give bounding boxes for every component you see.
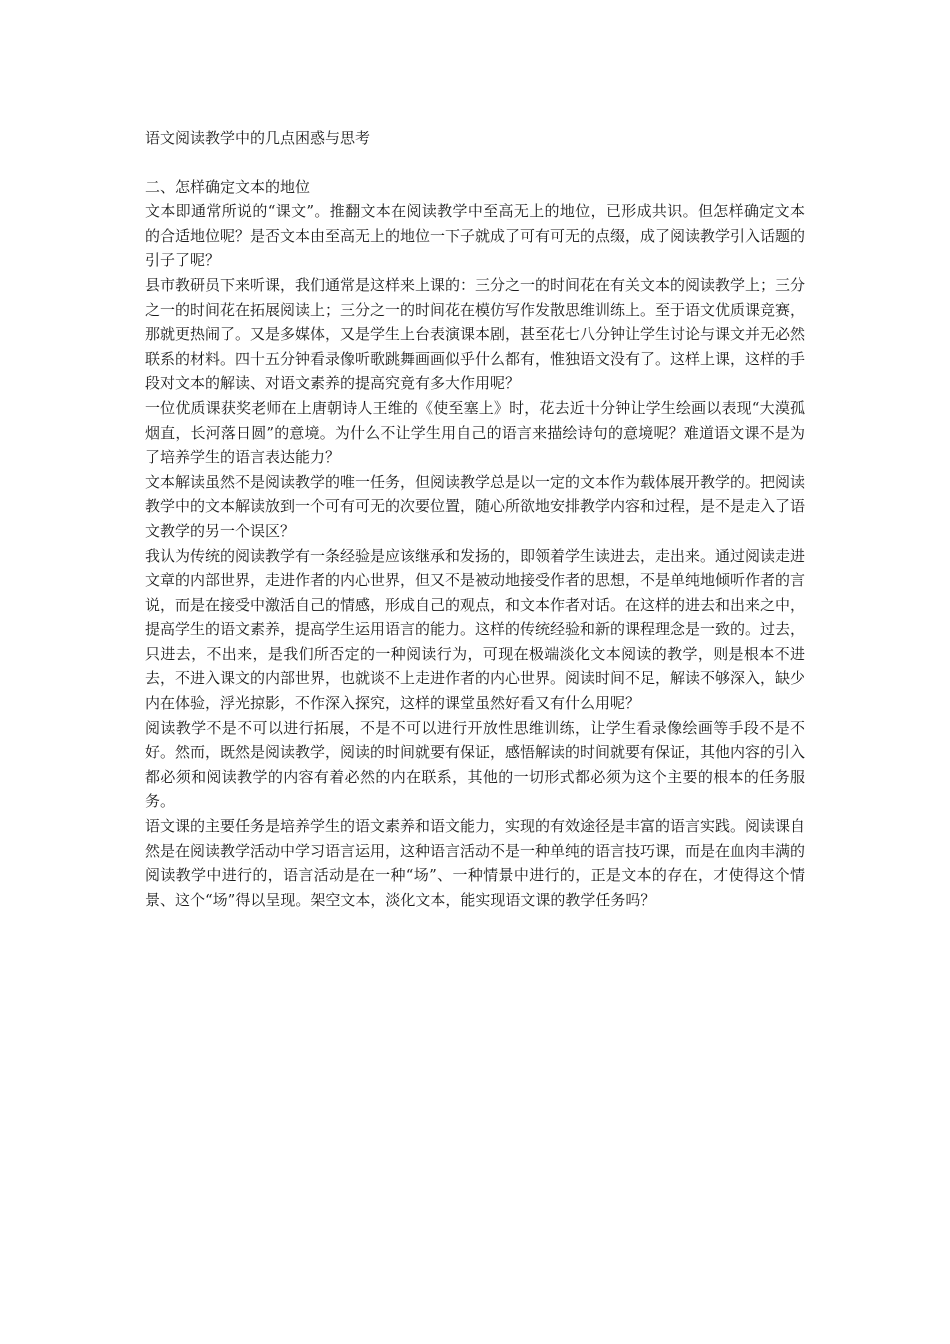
section-heading: 二、怎样确定文本的地位 <box>145 177 311 196</box>
document-title: 语文阅读教学中的几点困惑与思考 <box>145 129 371 147</box>
document-page <box>145 126 805 912</box>
paragraph-1: 文本即通常所说的“课文”。推翻文本在阅读教学中至高无上的地位，已形成共识。但怎样确定文本的合适地位呢？是否文本由至高无上的地位一下子就成了可有可无的点缀，成了阅读教学引入话题的引子了呢？ <box>145 202 806 270</box>
paragraph-7: 语文课的主要任务是培养学生的语文素养和语文能力，实现的有效途径是丰富的语言实践。阅读课自然是在阅读教学活动中学习语言运用，这种语言活动不是一种单纯的语言技巧课，而是在血肉丰满的阅读教学中进行的，语言活动是在一种“场”、一种情景中进行的，正是文本的存在，才使得这个情景、这个“场”得以呈现。架空文本，淡化文本，能实现语文课的教学任务吗？ <box>145 817 806 909</box>
paragraph-6: 阅读教学不是不可以进行拓展，不是不可以进行开放性思维训练，让学生看录像绘画等手段不是不好。然而，既然是阅读教学，阅读的时间就要有保证，感悟解读的时间就要有保证，其他内容的引入都必须和阅读教学的内容有着必然的内在联系，其他的一切形式都必须为这个主要的根本的任务服务。 <box>145 718 806 811</box>
paragraph-4: 文本解读虽然不是阅读教学的唯一任务，但阅读教学总是以一定的文本作为载体展开教学的。把阅读教学中的文本解读放到一个可有可无的次要位置，随心所欲地安排教学内容和过程，是不是走入了语文教学的另一个误区？ <box>145 472 806 540</box>
paragraph-5: 我认为传统的阅读教学有一条经验是应该继承和发扬的，即领着学生读进去，走出来。通过阅读走进文章的内部世界，走进作者的内心世界，但又不是被动地接受作者的思想，不是单纯地倾听作者的言说，而是在接受中激活自己的情感，形成自己的观点，和文本作者对话。在这样的进去和出来之中，提高学生的语文素养，提高学生运用语言的能力。这样的传统经验和新的课程理念是一致的。过去，只进去，不出来，是我们所否定的一种阅读行为，可现在极端淡化文本阅读的教学，则是根本不进去，不进入课文的内部世界，也就谈不上走进作者的内心世界。阅读时间不足，解读不够深入，缺少内在体验，浮光掠影，不作深入探究，这样的课堂虽然好看又有什么用呢？ <box>145 546 806 713</box>
paragraph-3: 一位优质课获奖老师在上唐朝诗人王维的《使至塞上》时，花去近十分钟让学生绘画以表现“大漠孤烟直，长河落日圆”的意境。为什么不让学生用自己的语言来描绘诗句的意境呢？难道语文课不是为了培养学生的语言表达能力？ <box>145 398 805 467</box>
paragraph-2: 县市教研员下来听课，我们通常是这样来上课的：三分之一的时间花在有关文本的阅读教学上；三分之一的时间花在拓展阅读上；三分之一的时间花在模仿写作发散思维训练上。至于语文优质课竞赛，那就更热闹了。又是多媒体，又是学生上台表演课本剧，甚至花七八分钟让学生讨论与课文并无必然联系的材料。四十五分钟看录像听歌跳舞画画似乎什么都有，惟独语文没有了。这样上课，这样的手段对文本的解读、对语文素养的提高究竟有多大作用呢？ <box>145 275 806 393</box>
